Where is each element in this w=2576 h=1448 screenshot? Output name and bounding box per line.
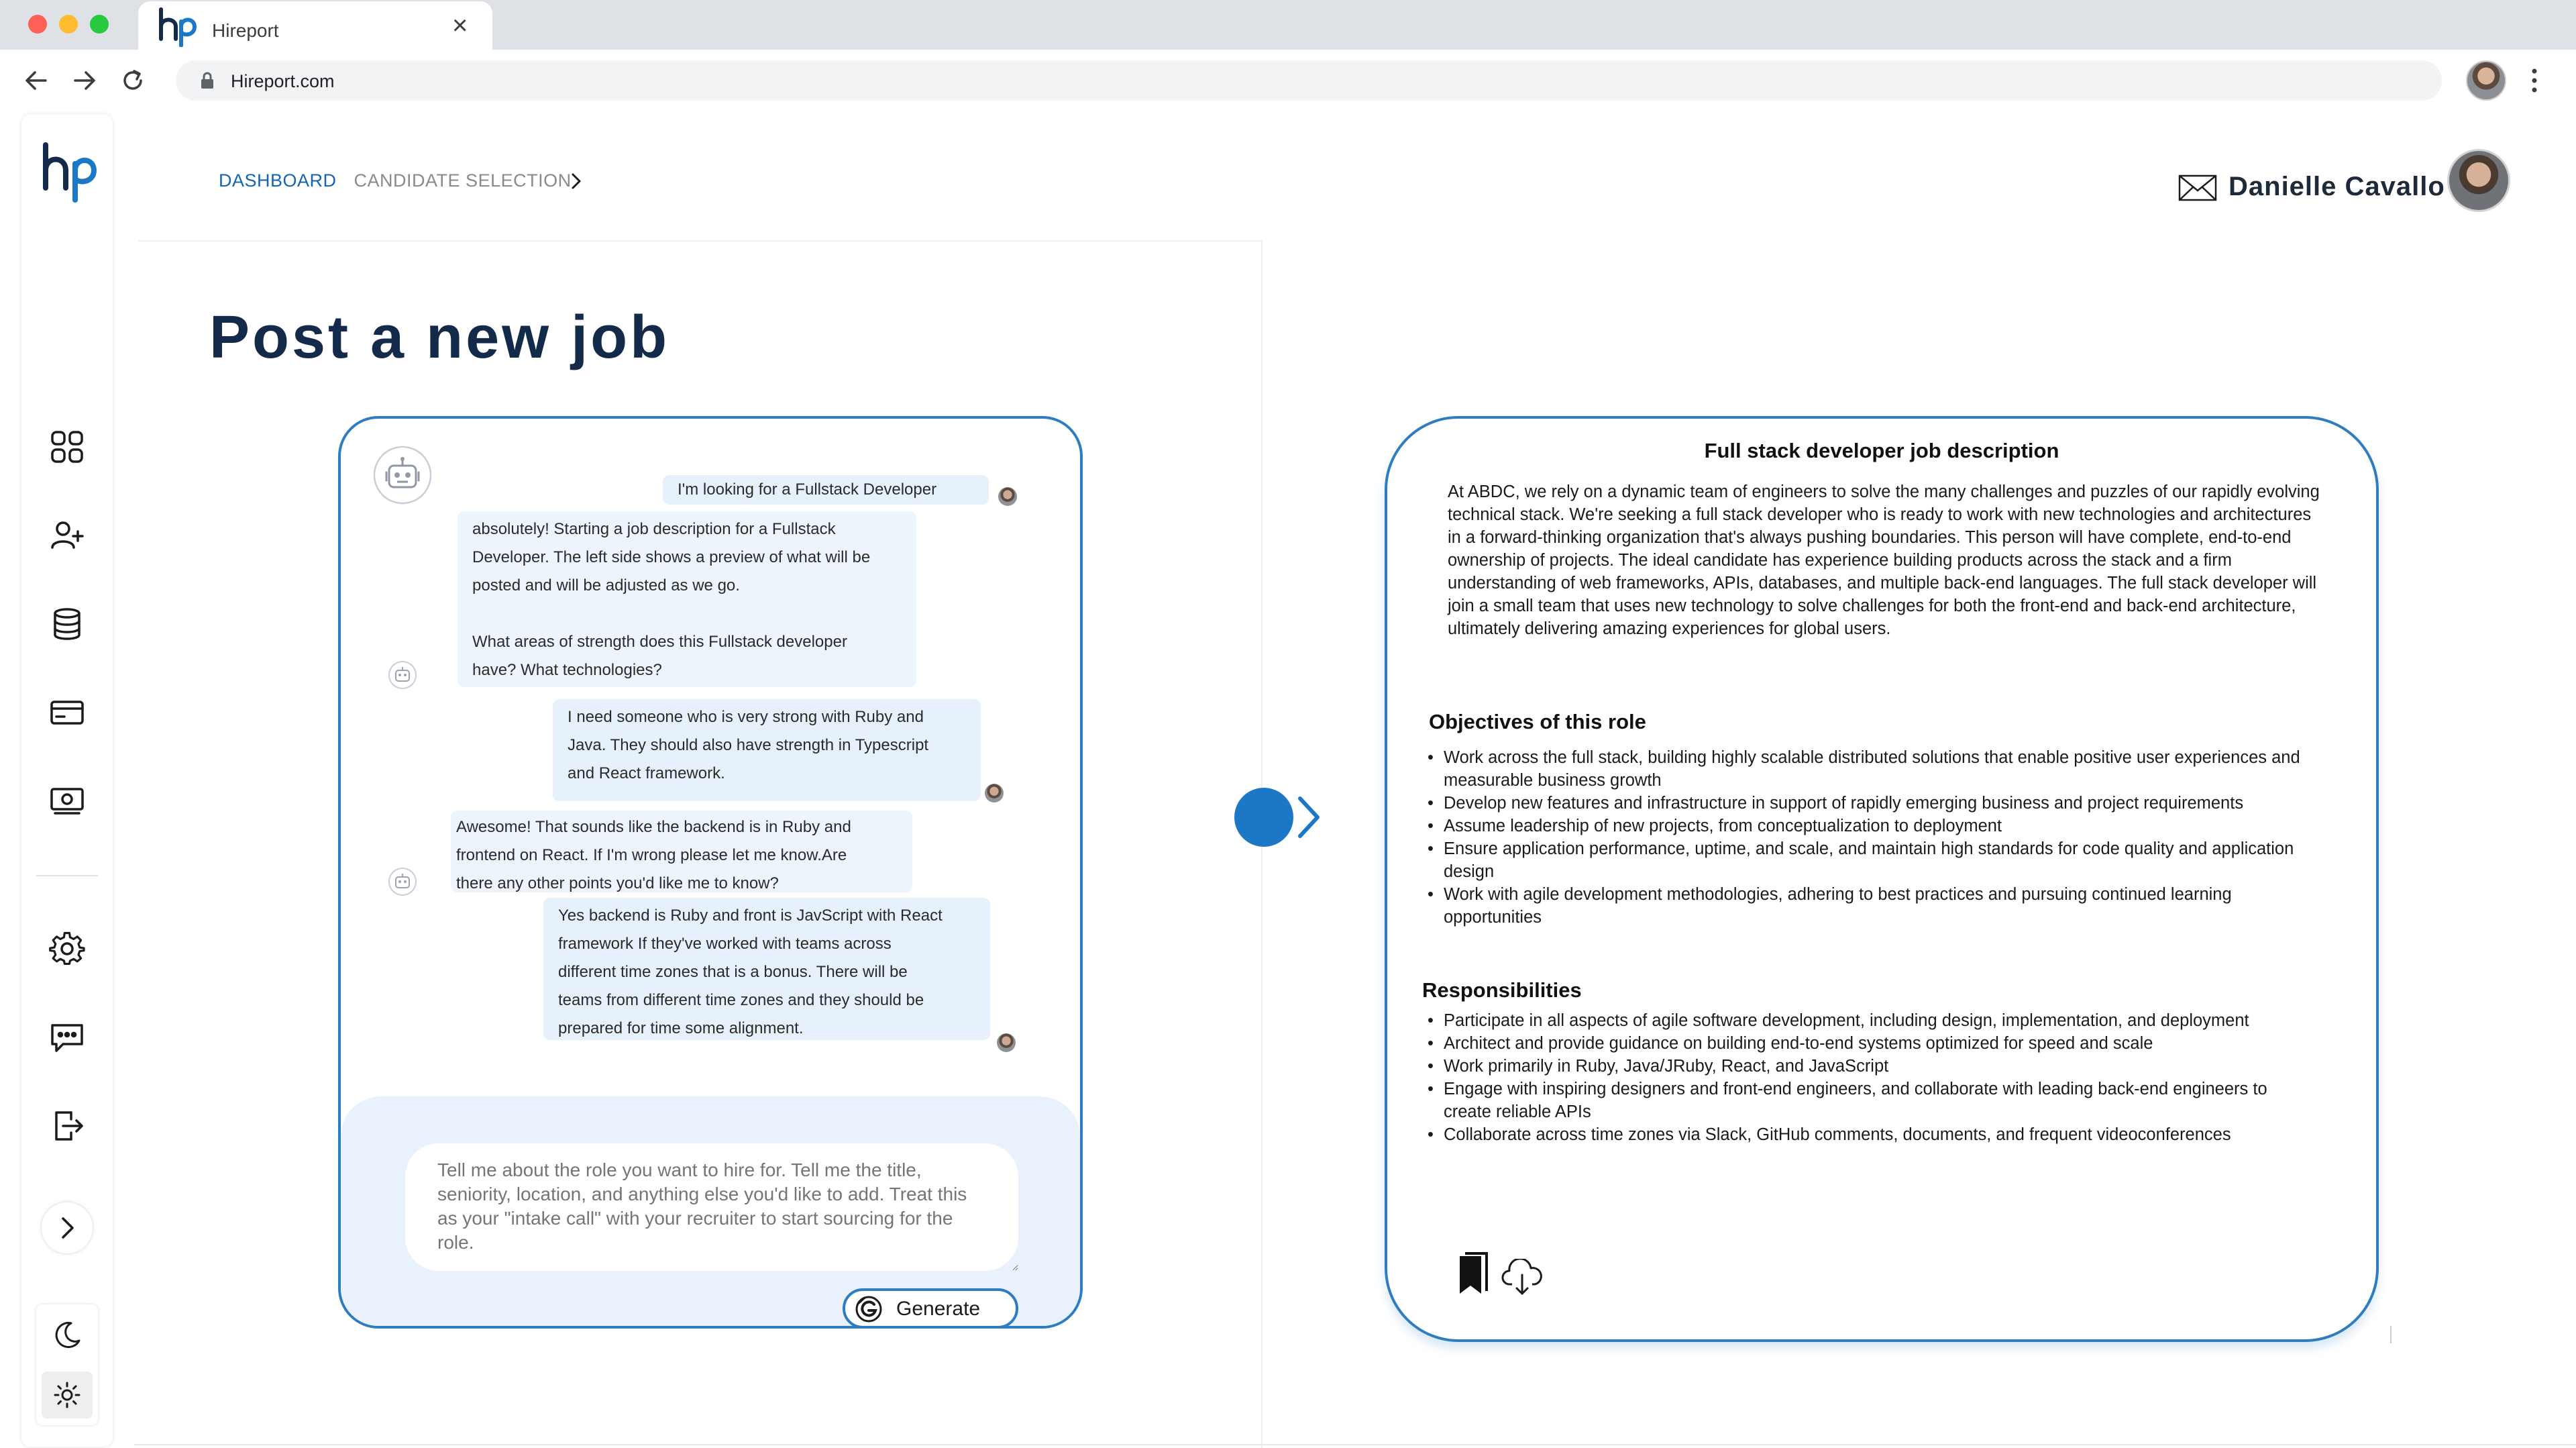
- url-text: Hireport.com: [231, 71, 335, 91]
- chat-message-bot: absolutely! Starting a job description for a Fullstack Developer. The left side shows a preview of what will be posted and will be adjusted as we go. What areas of strength does this Fullstack developer have? What technologies?: [458, 511, 916, 687]
- reload-icon[interactable]: [118, 66, 148, 95]
- chat-bubble-icon[interactable]: [48, 1019, 86, 1056]
- list-item: • Architect and provide guidance on building end-to-end systems optimized for speed and scale: [1428, 1032, 2306, 1055]
- breadcrumb: [219, 170, 572, 191]
- chat-message-user: I'm looking for a Fullstack Developer: [663, 475, 989, 505]
- back-arrow-icon[interactable]: [21, 66, 51, 95]
- sidebar: [21, 114, 113, 1447]
- list-item: • Assume leadership of new projects, from conceptualization to deployment: [1428, 815, 2306, 837]
- list-item: • Work across the full stack, building highly scalable distributed solutions that enable positive user experiences and measurable business growth: [1428, 746, 2306, 792]
- settings-gear-icon[interactable]: [48, 930, 86, 968]
- credit-card-icon[interactable]: [48, 694, 86, 731]
- logout-icon[interactable]: [48, 1107, 86, 1145]
- generate-button-label: Generate: [896, 1298, 981, 1320]
- address-bar[interactable]: [176, 60, 2442, 101]
- hireport-logo-icon[interactable]: [38, 141, 98, 203]
- robot-icon: [388, 867, 417, 896]
- chat-message-user: I need someone who is very strong with Ruby and Java. They should also have strength in Typescript and React framework.: [553, 699, 981, 801]
- user-avatar[interactable]: [2447, 149, 2510, 212]
- window-close-button[interactable]: [28, 15, 47, 34]
- mail-icon[interactable]: [2178, 173, 2218, 203]
- theme-toggle: [36, 1304, 98, 1425]
- cloud-download-icon[interactable]: [1501, 1259, 1543, 1296]
- bookmark-icon[interactable]: [1457, 1252, 1489, 1298]
- moon-icon[interactable]: [51, 1319, 83, 1351]
- browser-toolbar: [0, 50, 2576, 110]
- sidebar-expand-button[interactable]: [42, 1202, 93, 1253]
- generate-g-icon: [855, 1295, 883, 1323]
- responsibilities-list: [1428, 1009, 2306, 1146]
- list-item: • Work primarily in Ruby, Java/JRuby, React, and JavaScript: [1428, 1055, 2306, 1078]
- hireport-logo-icon: [156, 7, 197, 47]
- responsibilities-heading: Responsibilities: [1422, 978, 1582, 1002]
- user-avatar: [985, 784, 1004, 803]
- chevron-right-icon: [54, 1214, 80, 1241]
- browser-tab[interactable]: [138, 1, 492, 50]
- list-item: • Participate in all aspects of agile software development, including design, implementation, and deployment: [1428, 1009, 2306, 1032]
- objectives-list: [1428, 746, 2306, 929]
- browser-menu-icon[interactable]: [2528, 66, 2541, 95]
- sun-theme-button[interactable]: [42, 1372, 93, 1418]
- generate-button[interactable]: [843, 1288, 1018, 1329]
- chevron-right-icon[interactable]: [1293, 793, 1323, 841]
- database-icon[interactable]: [48, 605, 86, 643]
- window-maximize-button[interactable]: [90, 15, 109, 34]
- sun-icon: [52, 1380, 82, 1410]
- job-description-panel: [1385, 416, 2379, 1342]
- job-description-intro: At ABDC, we rely on a dynamic team of engineers to solve the many challenges and puzzles of our rapidly evolving technical stack. We're seeking a full stack developer who is ready to work with new technologies and architectures in a forward-thinking organization that's always pushing boundaries. This person will have complete, end-to-end ownership of projects. The ideal candidate has experience building products across the stack and a firm understanding of web frameworks, APIs, databases, and multiple back-end languages. The full stack developer will join a small team that uses new technology to solve challenges for both the front-end and back-end architecture, ultimately delivering amazing experiences for global users.: [1448, 482, 2320, 638]
- list-item: • Work with agile development methodologies, adhering to best practices and pursuing continued learning opportunities: [1428, 883, 2306, 929]
- robot-icon: [373, 446, 432, 505]
- window-minimize-button[interactable]: [59, 15, 78, 34]
- chat-message-bot: Awesome! That sounds like the backend is in Ruby and frontend on React. If I'm wrong please let me know.Are there any other points you'd like me to know?: [451, 811, 912, 892]
- transfer-indicator: [1234, 788, 1293, 847]
- list-item: • Collaborate across time zones via Slack, GitHub comments, documents, and frequent videoconferences: [1428, 1123, 2306, 1146]
- job-description-title: Full stack developer job description: [1704, 439, 2059, 462]
- chat-message-user: Yes backend is Ruby and front is JavScript with React framework If they've worked with teams across different time zones that is a bonus. There will be teams from different time zones and they should be prepared for time some alignment.: [543, 898, 990, 1040]
- browser-tab-bar: [0, 0, 2576, 50]
- chevron-right-icon[interactable]: [568, 169, 585, 193]
- lock-icon: [200, 71, 215, 90]
- scroll-indicator: [2390, 1326, 2392, 1343]
- list-item: • Ensure application performance, uptime, and scale, and maintain high standards for code quality and application design: [1428, 837, 2306, 883]
- add-user-icon[interactable]: [48, 517, 86, 554]
- content-divider: [138, 240, 1263, 242]
- breadcrumb-dashboard-link[interactable]: DASHBOARD: [219, 170, 337, 191]
- list-item: • Develop new features and infrastructure in support of rapidly emerging business and project requirements: [1428, 792, 2306, 815]
- list-item: • Engage with inspiring designers and front-end engineers, and collaborate with leading back-end engineers to create reliable APIs: [1428, 1078, 2306, 1123]
- sidebar-divider: [36, 875, 98, 876]
- user-avatar: [997, 1033, 1016, 1052]
- forward-arrow-icon[interactable]: [70, 66, 99, 95]
- bottom-divider: [134, 1444, 2576, 1445]
- page-title: Post a new job: [209, 304, 670, 371]
- tab-title: Hireport: [212, 20, 279, 41]
- browser-profile-avatar[interactable]: [2466, 60, 2506, 101]
- tab-close-icon[interactable]: ×: [452, 11, 468, 40]
- robot-icon: [388, 660, 417, 690]
- user-name[interactable]: Danielle Cavallo: [2229, 172, 2445, 201]
- breadcrumb-candidate-selection[interactable]: CANDIDATE SELECTION: [354, 170, 572, 191]
- payments-icon[interactable]: [48, 782, 86, 820]
- chat-panel: [338, 416, 1083, 1329]
- objectives-heading: Objectives of this role: [1429, 710, 1646, 733]
- chat-composer: [341, 1096, 1080, 1329]
- chat-input[interactable]: [405, 1143, 1018, 1271]
- dashboard-grid-icon[interactable]: [48, 428, 86, 466]
- user-avatar: [998, 487, 1017, 506]
